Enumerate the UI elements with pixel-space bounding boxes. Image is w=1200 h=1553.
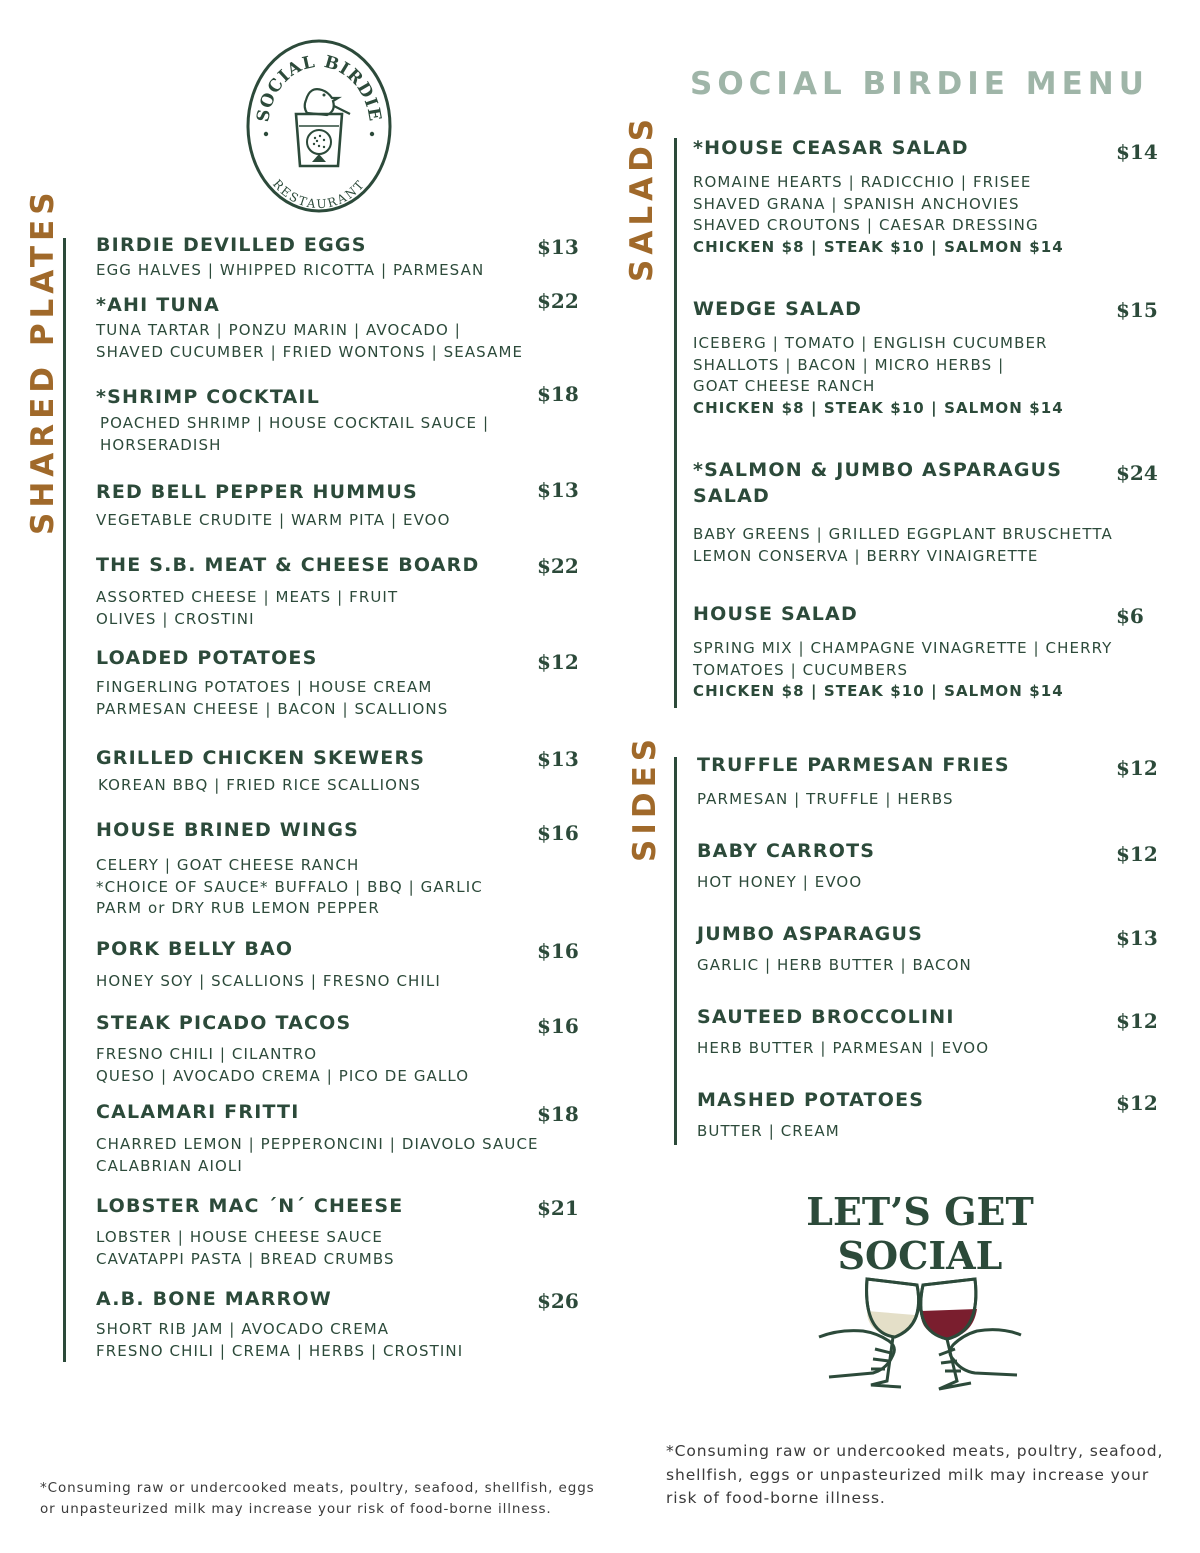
side-item-price: $12 <box>1116 1091 1158 1115</box>
shared-item-price: $13 <box>537 235 579 259</box>
shared-item-desc: EGG HALVES | WHIPPED RICOTTA | PARMESAN <box>96 261 485 279</box>
shared-item-name: GRILLED CHICKEN SKEWERS <box>96 747 426 769</box>
side-item-name: BABY CARROTS <box>697 840 876 862</box>
social-birdie-logo <box>244 34 394 214</box>
side-item-desc: BUTTER | CREAM <box>697 1122 840 1140</box>
shared-item-price: $16 <box>537 1014 579 1038</box>
salad-addons: CHICKEN $8 | STEAK $10 | SALMON $14 <box>693 682 1064 701</box>
shared-item-name: BIRDIE DEVILLED EGGS <box>96 234 367 256</box>
shared-item-price: $16 <box>537 821 579 845</box>
salad-item-desc: ICEBERG | TOMATO | ENGLISH CUCUMBER SHALLOTS | BACON | MICRO HERBS | GOAT CHEESE RANCH CHICKEN $8 | STEAK $10 | SALMON $14 <box>693 333 1064 419</box>
shared-item-name: *SHRIMP COCKTAIL <box>96 386 320 408</box>
salads-heading: SALADS <box>624 113 660 282</box>
salad-item-desc: ROMAINE HEARTS | RADICCHIO | FRISEE SHAVED GRANA | SPANISH ANCHOVIES SHAVED CROUTONS | CAESAR DRESSING CHICKEN $8 | STEAK $10 | SALMON $14 <box>693 172 1064 258</box>
shared-item-desc: CHARRED LEMON | PEPPERONCINI | DIAVOLO SAUCE CALABRIAN AIOLI <box>96 1135 539 1175</box>
shared-item-desc: VEGETABLE CRUDITE | WARM PITA | EVOO <box>96 511 451 529</box>
footnote-left: *Consuming raw or undercooked meats, poultry, seafood, shellfish, eggs or unpasteurized milk may increase your risk of food-borne illness. <box>40 1480 595 1517</box>
salad-item-name: *HOUSE CEASAR SALAD <box>693 137 969 159</box>
shared-item-price: $22 <box>537 554 579 578</box>
shared-item-price: $22 <box>537 289 579 313</box>
logo-ring-top-text: SOCIAL BIRDIE <box>253 51 385 124</box>
menu-title: SOCIAL BIRDIE MENU <box>690 66 1149 102</box>
salad-addons: CHICKEN $8 | STEAK $10 | SALMON $14 <box>693 237 1064 256</box>
side-item-name: JUMBO ASPARAGUS <box>697 923 923 945</box>
lets-get-social-heading: LET’S GET SOCIAL <box>806 1189 1034 1278</box>
side-item-desc: HERB BUTTER | PARMESAN | EVOO <box>697 1039 990 1057</box>
side-item-price: $12 <box>1116 1009 1158 1033</box>
shared-item-price: $12 <box>537 650 579 674</box>
shared-item-name: THE S.B. MEAT & CHEESE BOARD <box>96 554 480 576</box>
sides-divider <box>674 757 677 1145</box>
footnote-right: *Consuming raw or undercooked meats, poultry, seafood, shellfish, eggs or unpasteurized milk may increase your risk of food-borne illness. <box>666 1442 1164 1507</box>
sides-heading: SIDES <box>627 733 663 862</box>
shared-item-price: $26 <box>537 1289 579 1313</box>
salad-item-price: $24 <box>1116 461 1158 485</box>
salads-divider <box>674 138 677 708</box>
shared-item-name: LOBSTER MAC ´N´ CHEESE <box>96 1195 404 1217</box>
shared-item-desc: LOBSTER | HOUSE CHEESE SAUCE CAVATAPPI PASTA | BREAD CRUMBS <box>96 1228 395 1268</box>
shared-item-name: *AHI TUNA <box>96 294 221 316</box>
shared-item-desc: SHORT RIB JAM | AVOCADO CREMA FRESNO CHILI | CREMA | HERBS | CROSTINI <box>96 1320 464 1360</box>
salad-item-name: WEDGE SALAD <box>693 298 863 320</box>
side-item-desc: PARMESAN | TRUFFLE | HERBS <box>697 790 954 808</box>
shared-item-desc: ASSORTED CHEESE | MEATS | FRUIT OLIVES | CROSTINI <box>96 588 399 628</box>
side-item-name: SAUTEED BROCCOLINI <box>697 1006 955 1028</box>
shared-item-desc: TUNA TARTAR | PONZU MARIN | AVOCADO | SHAVED CUCUMBER | FRIED WONTONS | SEASAME <box>96 321 524 361</box>
shared-plates-heading: SHARED PLATES <box>25 187 61 535</box>
shared-item-name: LOADED POTATOES <box>96 647 318 669</box>
shared-item-price: $13 <box>537 747 579 771</box>
salad-item-name: HOUSE SALAD <box>693 603 858 625</box>
shared-plates-divider <box>63 238 66 1362</box>
shared-item-desc: FRESNO CHILI | CILANTRO QUESO | AVOCADO CREMA | PICO DE GALLO <box>96 1045 470 1085</box>
shared-item-desc: POACHED SHRIMP | HOUSE COCKTAIL SAUCE | HORSERADISH <box>100 414 490 454</box>
salad-item-price: $6 <box>1116 604 1144 628</box>
shared-item-desc: CELERY | GOAT CHEESE RANCH *CHOICE OF SAUCE* BUFFALO | BBQ | GARLIC PARM or DRY RUB LEMON PEPPER <box>96 856 483 918</box>
shared-item-price: $21 <box>537 1196 579 1220</box>
side-item-desc: GARLIC | HERB BUTTER | BACON <box>697 956 972 974</box>
salad-item-price: $15 <box>1116 298 1158 322</box>
side-item-price: $12 <box>1116 842 1158 866</box>
shared-item-name: PORK BELLY BAO <box>96 938 294 960</box>
side-item-name: TRUFFLE PARMESAN FRIES <box>697 754 1010 776</box>
shared-item-name: RED BELL PEPPER HUMMUS <box>96 481 418 503</box>
salad-addons: CHICKEN $8 | STEAK $10 | SALMON $14 <box>693 398 1064 417</box>
shared-item-name: A.B. BONE MARROW <box>96 1288 332 1310</box>
salad-item-desc: SPRING MIX | CHAMPAGNE VINAGRETTE | CHERRY TOMATOES | CUCUMBERS CHICKEN $8 | STEAK $10 | SALMON $14 <box>693 638 1112 703</box>
shared-item-price: $13 <box>537 478 579 502</box>
toasting-wine-glasses-illustration <box>815 1275 1025 1395</box>
salad-item-desc: BABY GREENS | GRILLED EGGPLANT BRUSCHETTA LEMON CONSERVA | BERRY VINAIGRETTE <box>693 525 1113 565</box>
shared-item-price: $16 <box>537 939 579 963</box>
logo-ring-bottom-text: RESTAURANT <box>270 176 368 212</box>
shared-item-name: STEAK PICADO TACOS <box>96 1012 352 1034</box>
side-item-price: $13 <box>1116 926 1158 950</box>
salad-item-name: *SALMON & JUMBO ASPARAGUS SALAD <box>693 459 1063 507</box>
shared-item-desc: HONEY SOY | SCALLIONS | FRESNO CHILI <box>96 972 441 990</box>
shared-item-desc: KOREAN BBQ | FRIED RICE SCALLIONS <box>98 776 422 794</box>
side-item-price: $12 <box>1116 756 1158 780</box>
shared-item-desc: FINGERLING POTATOES | HOUSE CREAM PARMESAN CHEESE | BACON | SCALLIONS <box>96 678 449 718</box>
side-item-desc: HOT HONEY | EVOO <box>697 873 863 891</box>
shared-item-price: $18 <box>537 1102 579 1126</box>
shared-item-name: HOUSE BRINED WINGS <box>96 819 360 841</box>
salad-item-price: $14 <box>1116 140 1158 164</box>
side-item-name: MASHED POTATOES <box>697 1089 925 1111</box>
shared-item-price: $18 <box>537 382 579 406</box>
shared-item-name: CALAMARI FRITTI <box>96 1101 300 1123</box>
